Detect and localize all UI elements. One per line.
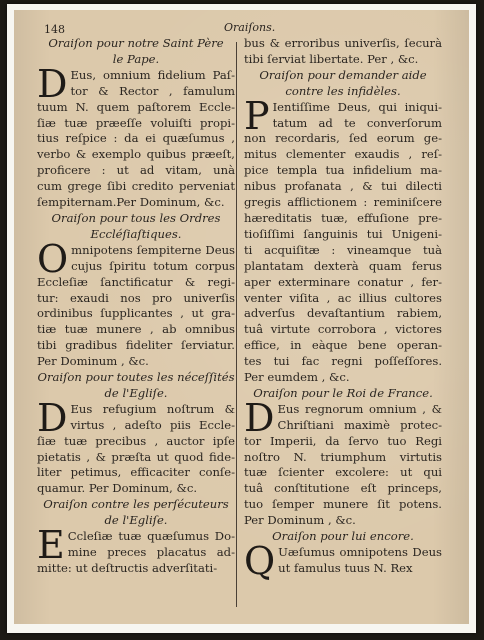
text-line: Eus, omnium fidelium Paſ- xyxy=(70,67,235,82)
text-line: virtus , adeſto piis Eccle- xyxy=(70,417,235,432)
prayer-heading: Oraiſon pour demander aide xyxy=(259,67,427,82)
text-line: tius reſpice : da ei quæſumus , xyxy=(37,131,235,146)
left-column xyxy=(37,36,235,577)
text-line: adverſus devaſtantium rabiem, xyxy=(244,306,442,321)
prayer-heading: Oraiſon pour tous les Ordres xyxy=(51,210,221,225)
text-line: tuâ virtute corrobora , victores xyxy=(244,322,442,337)
text-line: tibi ſerviat libertate. Per , &c. xyxy=(244,51,419,66)
text-line: bus & erroribus univerſis, ſecurà xyxy=(244,36,442,50)
text-line: Ccleſiæ tuæ quæſumus Do- xyxy=(67,529,235,544)
text-line: tur: exaudi nos pro univerſis xyxy=(37,290,235,305)
prayer-heading: Oraiſon pour toutes les néceſſités xyxy=(37,370,235,385)
text-line: nibus profanata , & tui dilecti xyxy=(244,179,442,194)
text-line: Per Dominum , &c. xyxy=(244,513,356,528)
running-head xyxy=(0,21,484,35)
text-line: gregis afflictionem : reminiſcere xyxy=(244,195,442,210)
prayer-section xyxy=(37,370,235,497)
text-line: ſempiternam.Per Dominum, &c. xyxy=(37,195,225,210)
text-line: Eus refugium noſtrum & xyxy=(70,401,235,416)
text-line: ti acquiſitæ : vineamque tuà xyxy=(244,242,442,257)
text-line: Per eumdem , &c. xyxy=(244,370,350,385)
text-line: tibi gradibus fideliter ſerviatur. xyxy=(37,338,235,353)
text-line: non recordaris, ſed eorum ge- xyxy=(244,131,442,146)
prayer-heading: de l'Egliſe. xyxy=(104,513,168,528)
prayer-section xyxy=(37,497,235,577)
running-title: Oraiſons. xyxy=(224,21,276,34)
text-line: Uæſumus omnipotens Deus xyxy=(278,545,442,559)
text-line: Ientiſſime Deus, qui iniqui- xyxy=(272,99,442,114)
prayer-section xyxy=(244,386,442,529)
drop-capital: D xyxy=(37,395,68,440)
prayer-section xyxy=(244,529,442,583)
text-line: ut famulus tuus N. Rex xyxy=(278,560,413,575)
text-line: tuâ conſtitutione eſt princeps, xyxy=(244,481,442,496)
text-line: liter petimus, efficaciter conſe- xyxy=(37,465,235,480)
drop-capital: D xyxy=(37,61,68,106)
drop-capital: D xyxy=(244,395,275,440)
drop-capital: Q xyxy=(244,539,276,583)
text-line: noſtro N. triumphum virtutis xyxy=(244,449,442,464)
text-line: Eus regnorum omnium , & xyxy=(277,401,442,416)
drop-capital: E xyxy=(37,523,65,568)
prayer-heading: Oraiſon contre les perſécuteurs xyxy=(43,497,229,512)
prayer-text xyxy=(37,61,235,211)
text-line: ſiæ tuæ precibus , auctor ipſe xyxy=(37,433,235,448)
text-line: mitte: ut deſtructis adverſitati- xyxy=(37,560,218,575)
prayer-section xyxy=(37,36,235,211)
text-line: plantatam dexterà quam ferus xyxy=(244,258,442,273)
text-line: ordinibus ſupplicantes , ut gra- xyxy=(37,306,235,321)
prayer-text xyxy=(37,395,235,497)
text-line: tioſiſſimi ſanguinis tui Unigeni- xyxy=(244,226,442,241)
text-line: Per Dominum , &c. xyxy=(37,354,149,369)
prayer-heading: Eccléſiaſtiques. xyxy=(90,226,182,241)
text-line: tes tui fac regni poſſeſſores. xyxy=(244,354,442,369)
right-column xyxy=(244,36,442,583)
text-line: pice templa tua infidelium ma- xyxy=(244,163,442,178)
text-line: aper exterminare conatur , fer- xyxy=(244,274,442,289)
prayer-heading: contre les infidèles. xyxy=(285,83,401,98)
text-line: Eccleſiæ ſanctificatur & regi- xyxy=(37,274,235,289)
prayer-heading: de l'Egliſe. xyxy=(104,385,168,400)
text-line: Chriſtiani maximè protec- xyxy=(277,417,442,432)
prayer-heading: le Pape. xyxy=(112,51,160,66)
text-line: mitus clementer exaudis , reſ- xyxy=(244,147,442,162)
text-line: ſiæ tuæ præeſſe voluiſti propi- xyxy=(37,115,235,130)
text-line: tuum N. quem paſtorem Eccle- xyxy=(37,99,235,114)
text-line: effice, in eàque bene operan- xyxy=(244,338,442,353)
text-line: tuo ſemper munere ſit potens. xyxy=(244,497,442,512)
text-line: quamur. Per Dominum, &c. xyxy=(37,481,198,496)
text-line: cujus ſpiritu totum corpus xyxy=(71,258,235,273)
text-line: tor & Rector , famulum xyxy=(70,83,235,98)
text-line: tor Imperii, da ſervo tuo Regi xyxy=(244,433,442,448)
page-number: 148 xyxy=(44,23,65,36)
text-line: mine preces placatus ad- xyxy=(67,545,235,559)
prayer-heading: Oraiſon pour lui encore. xyxy=(272,529,414,544)
text-line: tatum ad te converſorum xyxy=(272,115,442,130)
text-line: proficere : ut ad vitam, unà xyxy=(37,163,235,178)
prayer-text xyxy=(244,93,442,386)
text-line: hæreditatis tuæ, effuſione pre- xyxy=(244,210,442,225)
text-line: cum grege ſibi credito perveniat xyxy=(37,179,235,194)
prayer-section xyxy=(244,68,442,386)
text-line: tiæ tuæ munere , ab omnibus xyxy=(37,322,235,337)
drop-capital: O xyxy=(37,236,69,281)
prayer-heading: Oraiſon pour notre Saint Père xyxy=(48,36,224,50)
prayer-text xyxy=(244,395,442,529)
text-line: verbo & exemplo quibus præeſt, xyxy=(37,147,235,162)
prayer-text xyxy=(244,539,442,583)
text-line: tuæ ſcienter excolere: ut qui xyxy=(244,465,442,480)
prayer-text xyxy=(37,236,235,370)
prayer-section xyxy=(37,211,235,370)
drop-capital: P xyxy=(244,93,270,138)
text-line: pietatis , & præſta ut quod fide- xyxy=(37,449,235,464)
prayer-text xyxy=(37,523,235,577)
column-divider xyxy=(236,42,237,607)
text-line: venter viſita , ac illius cultores xyxy=(244,290,442,305)
text-line: mnipotens ſempiterne Deus xyxy=(71,242,235,257)
prayer-heading: Oraiſon pour le Roi de France. xyxy=(253,385,433,400)
